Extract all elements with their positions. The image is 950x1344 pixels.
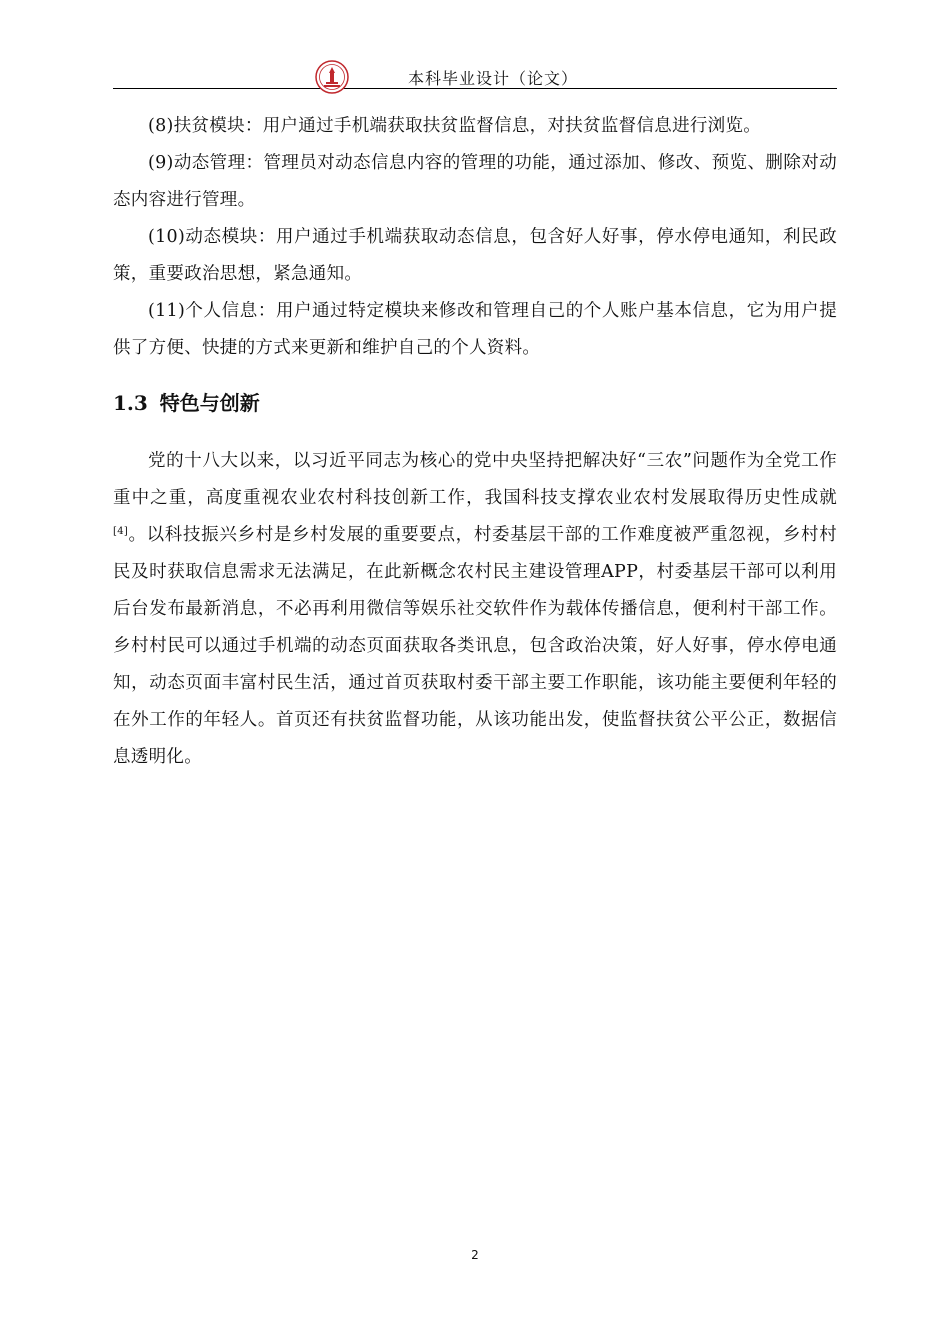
list-item-news-management: (9)动态管理：管理员对动态信息内容的管理的功能，通过添加、修改、预览、删除对动态内容进行管理。 xyxy=(113,153,837,210)
body-text-part2: 。以科技振兴乡村是乡村发展的重要要点，村委基层干部的工作难度被严重忽视，乡村村民及时获取信息需求无法满足，在此新概念农村民主建设管理APP，村委基层干部可以利用后台发布最新消息，不必再利用微信等娱乐社交软件作为载体传播信息，便利村干部工作。乡村村民可以通过手机端的动态页面获取各类讯息，包含政治决策，好人好事，停水停电通知，动态页面丰富村民生活，通过首页获取村委干部主要工作职能，该功能主要便利年轻的在外工作的年轻人。首页还有扶贫监督功能，从该功能出发，使监督扶贫公平公正，数据信息透明化。 xyxy=(113,525,837,767)
page-content xyxy=(113,108,837,776)
list-item-poverty-module: (8)扶贫模块：用户通过手机端获取扶贫监督信息，对扶贫监督信息进行浏览。 xyxy=(148,116,762,136)
section-title: 特色与创新 xyxy=(159,391,260,415)
page-number: 2 xyxy=(471,1248,479,1262)
body-paragraph xyxy=(113,443,837,776)
body-text-part1: 党的十八大以来，以习近平同志为核心的党中央坚持把解决好“三农”问题作为全党工作重中之重，高度重视农业农村科技创新工作，我国科技支撑农业农村发展取得历史性成就 xyxy=(113,451,837,508)
section-heading xyxy=(113,383,837,423)
citation-reference[interactable]: [4] xyxy=(113,526,129,537)
list-item-personal-info: (11)个人信息：用户通过特定模块来修改和管理自己的个人账户基本信息，它为用户提供了方便、快捷的方式来更新和维护自己的个人资料。 xyxy=(113,301,837,358)
page-header xyxy=(113,58,837,89)
list-item-news-module: (10)动态模块：用户通过手机端获取动态信息，包含好人好事，停水停电通知，利民政策，重要政治思想，紧急通知。 xyxy=(113,227,837,284)
header-title: 本科毕业设计（论文） xyxy=(407,69,578,88)
section-number: 1.3 xyxy=(113,391,148,415)
